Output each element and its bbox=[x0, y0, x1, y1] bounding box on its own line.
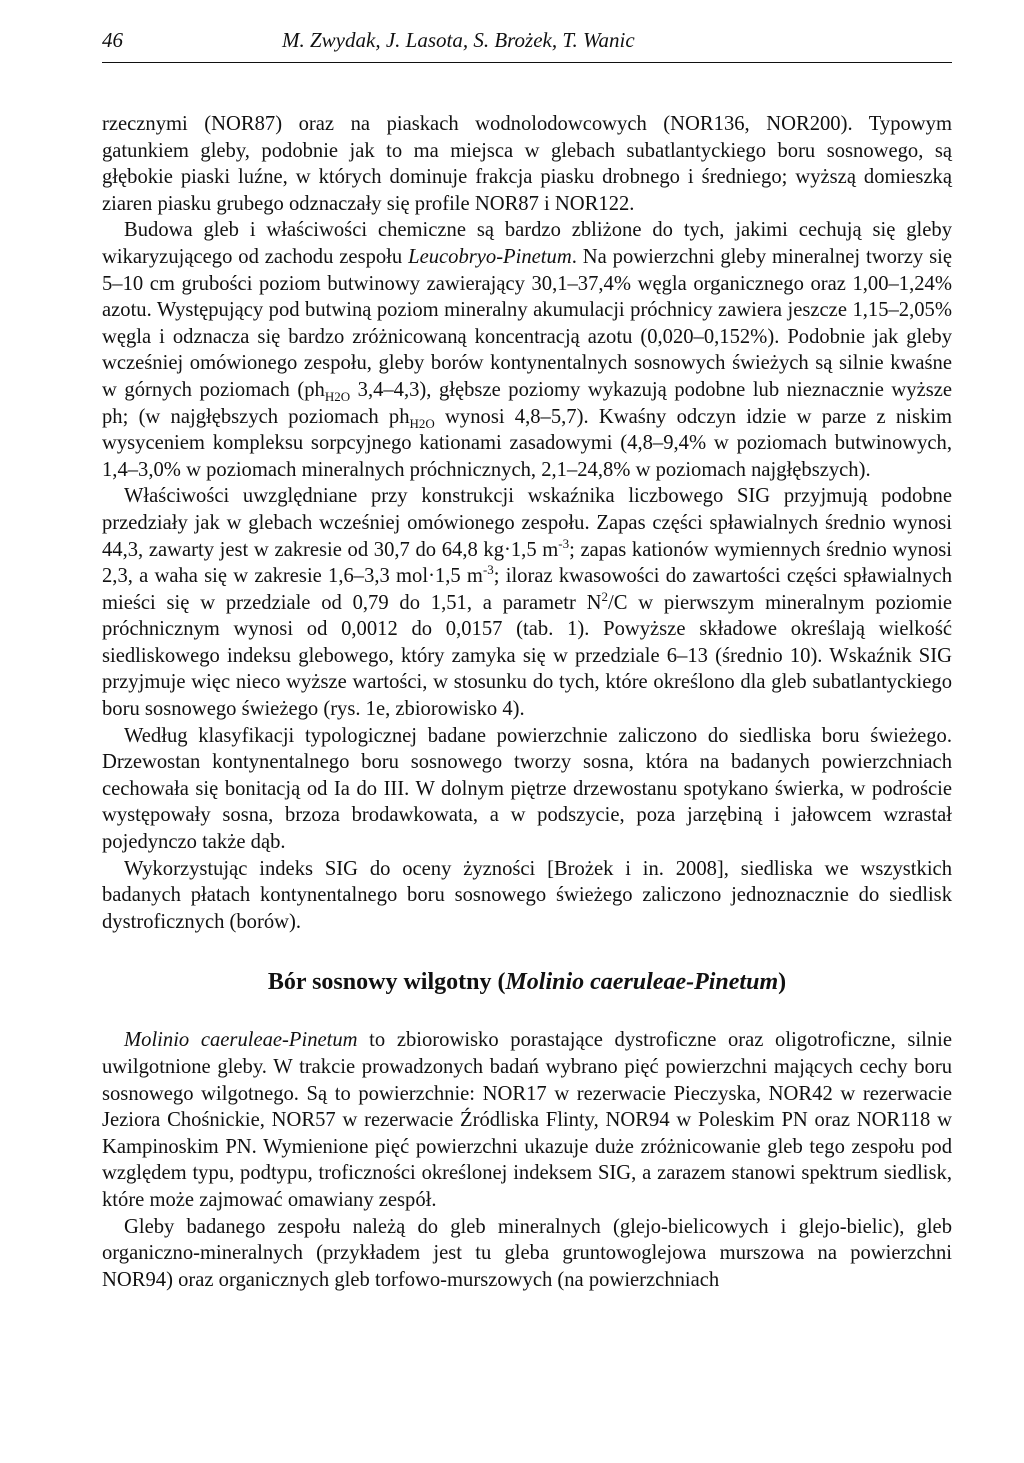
body-text bbox=[102, 111, 952, 1293]
paragraph: rzecznymi (NOR87) oraz na piaskach wodnolodowcowych (NOR136, NOR200). Typowym gatunkiem gleby, podobnie jak to ma miejsca w glebach subatlantyckiego boru sosnowego, są głębokie piaski luźne, w których dominuje frakcja piasku drobnego i średniego; wyższą domieszką ziaren piasku grubego odznaczały się profile NOR87 i NOR122. bbox=[102, 113, 952, 215]
section-heading: Bór sosnowy wilgotny (Molinio caeruleae-Pinetum) bbox=[267, 969, 787, 996]
paragraph: Właściwości uwzględniane przy konstrukcji wskaźnika liczbowego SIG przyjmują podobne przedziały jak w glebach wcześniej omówionego zespołu. Zapas części spławialnych średnio wynosi 44,3, zawarty jest w zakresie od 30,7 do 64,8 kg·1,5 $m^{-3}$; zapas kationów wymiennych średnio wynosi 2,3, a waha się w zakresie 1,6–3,3 mol·1,5 $m^{-3}$; iloraz kwasowości do zawartości części spławialnych mieści się w przedziale od 0,79 do 1,51, a parametr $N^2/C$ w pierwszym mineralnym poziomie próchnicznym wynosi od 0,0012 do 0,0157 (tab. 1). Powyższe składowe określają wielkość siedliskowego indeksu glebowego, który zamyka się w przedziale 6–13 (średnio 10). Wskaźnik SIG przyjmuje więc nieco wyższe wartości, w stosunku do tych, które określono dla gleb subatlantyckiego boru sosnowego świeżego (rys. 1e, zbiorowisko 4). bbox=[102, 485, 953, 721]
running-header bbox=[102, 28, 952, 63]
paragraph: Molinio caeruleae-Pinetum to zbiorowisko porastające dystroficzne oraz oligotroficzne, silnie uwilgotnione gleby. W trakcie prowadzonych badań wybrano pięć powierzchni mających cechy boru sosnowego wilgotnego. Są to powierzchnie: NOR17 w rezerwacie Pieczyska, NOR42 w rezerwacie Jeziora Chośnickie, NOR57 w rezerwacie Źródliska Flinty, NOR94 w Poleskim PN oraz NOR118 w Kampinoskim PN. Wymienione pięć powierzchni ukazuje duże zróżnicowanie gleb tego zespołu pod względem typu, podtypu, troficzności określonej indeksem SIG, a zarazem stanowi spektrum siedlisk, które może zajmować omawiany zespół. bbox=[102, 1029, 952, 1211]
paragraph: Wykorzystując indeks SIG do oceny żyzności [Brożek i in. 2008], siedliska we wszystkich badanych płatach kontynentalnego boru sosnowego świeżego zaliczono jednoznacznie do siedlisk dystroficznych (borów). bbox=[102, 857, 952, 933]
species-name: Leucobryo-Pinetum bbox=[408, 245, 572, 268]
paragraph: Budowa gleb i właściwości chemiczne są bardzo zbliżone do tych, jakimi cechują się gleby wikaryzującego od zachodu zespołu Leucobryo-Pinetum. Na powierzchni gleby mineralnej tworzy się 5–10 cm grubości poziom butwinowy zawierający 30,1–37,4% węgla organicznego oraz 1,00–1,24% azotu. Występujący pod butwiną poziom mineralny akumulacji próchnicy zawiera jeszcze 1,15–2,05% węgla i odznacza się bardzo zróżnicowaną koncentracją azotu (0,020–0,152%). Podobnie jak gleby wcześniej omówionego zespołu, gleby borów kontynentalnych sosnowych świeżych są silnie kwaśne w górnych poziomach ($ph_{H2O}$ 3,4–4,3), głębsze poziomy wykazują podobne lub nieznacznie wyższe ph; (w najgłębszych poziomach $ph_{H2O}$ wynosi 4,8–5,7). Kwaśny odczyn idzie w parze z niskim wysyceniem kompleksu sorpcyjnego kationami zasadowymi (4,8–9,4% w poziomach butwinowych, 1,4–3,0% w poziomach mineralnych próchnicznych, 2,1–24,8% w poziomach najgłębszych). bbox=[102, 219, 953, 481]
paragraph: Według klasyfikacji typologicznej badane powierzchnie zaliczono do siedliska boru świeżego. Drzewostan kontynentalnego boru sosnowego tworzy sosna, która na badanych powierzchniach cechowała się bonitacją od Ia do III. W dolnym piętrze drzewostanu spotykano świerka, w podroście występowały sosna, brzoza brodawkowata, a w podszycie, poza jarzębiną i jałowcem wzrastał pojedynczo także dąb. bbox=[102, 724, 952, 854]
species-name: Molinio caeruleae-Pinetum bbox=[124, 1029, 358, 1052]
running-head-authors: M. Zwydak, J. Lasota, S. Brożek, T. Wanic bbox=[282, 28, 635, 52]
paragraph: Gleby badanego zespołu należą do gleb mineralnych (glejo-bielicowych i glejo-bielic), gleb organiczno-mineralnych (przykładem jest tu gleba gruntowoglejowa murszowa na powierzchni NOR94) oraz organicznych gleb torfowo-murszowych (na powierzchniach bbox=[102, 1215, 952, 1291]
page-number: 46 bbox=[102, 28, 123, 52]
page bbox=[102, 28, 952, 1293]
